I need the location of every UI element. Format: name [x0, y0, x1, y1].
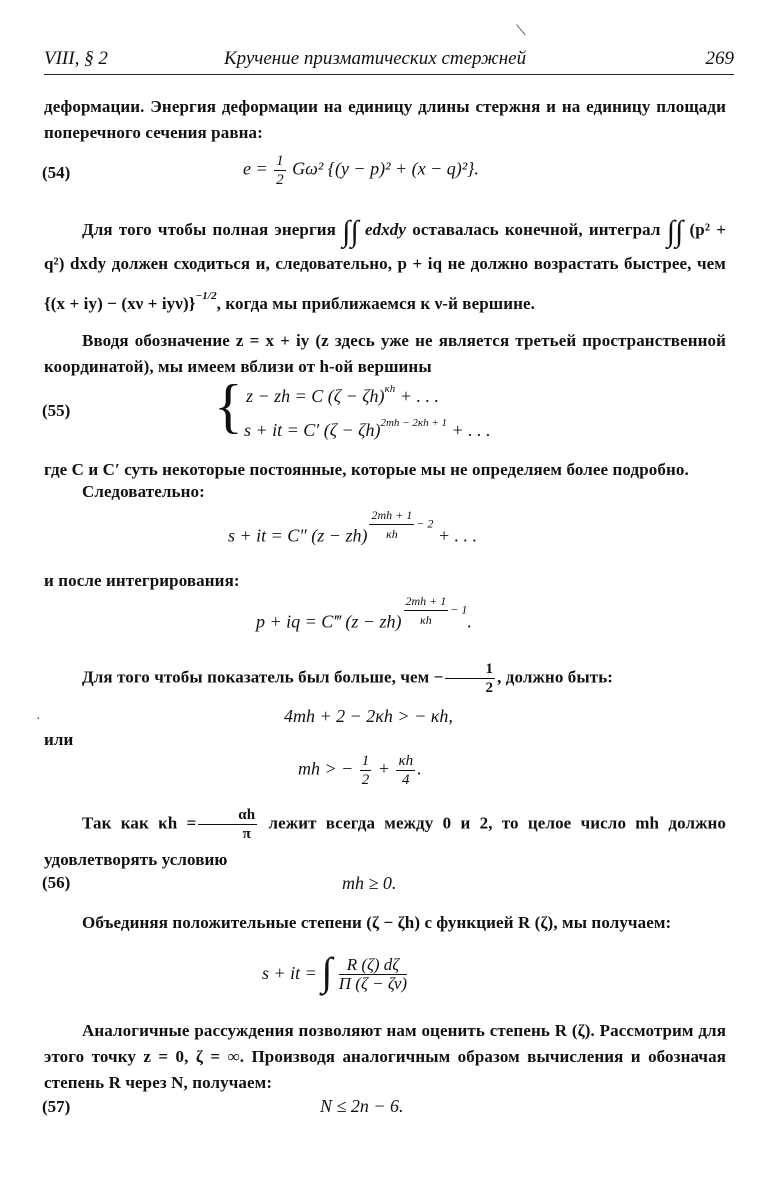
paragraph-3: Вводя обозначение z = x + iy (z здесь уже не является третьей пространственной координатой), мы имеем вблизи от h-ой вершины	[44, 331, 726, 376]
integral-icon: ∫	[321, 949, 333, 994]
p2-text-c: оставалась конечной, интеграл	[412, 220, 661, 239]
eq55-l2-tail: + . . .	[451, 420, 491, 440]
print-mark-dot: ·	[36, 712, 41, 727]
p2-integrand-2: (p² + q²) dxdy	[44, 220, 726, 273]
left-brace-icon: {	[214, 373, 243, 439]
eq55-l1: z − zh = C (ζ − ζh)	[246, 386, 385, 406]
paragraph-9	[44, 806, 726, 877]
double-integral-icon: ∫∫	[342, 215, 359, 248]
paragraph-10: Объединяя положительные степени (ζ − ζh) с функцией R (ζ), мы получаем:	[82, 913, 672, 932]
equation-p-iq	[256, 592, 472, 632]
int-num: R (ζ) dζ	[339, 956, 407, 975]
p9-text-a: Так как κh =	[82, 813, 197, 833]
p2-text-e: должен сходиться и, следовательно, p + iq не должно возрастать быстрее, чем {(x + iy) − (xν + iyν)}	[44, 254, 726, 313]
chapter-ref: VIII, § 2	[44, 48, 108, 69]
ineq2-plus: +	[377, 758, 390, 779]
p2-text-f: , когда мы приближаемся к ν-й вершине.	[216, 294, 536, 313]
paragraph-6: и после интегрирования:	[44, 571, 240, 590]
print-mark: ⟍	[516, 24, 526, 39]
p2-exponent: −1/2	[195, 290, 217, 302]
p2-text-a: Для того чтобы полная энергия	[82, 220, 336, 239]
p7-num: 1	[445, 660, 495, 679]
integral-fraction	[339, 956, 407, 993]
equation-number-56: (56)	[42, 873, 71, 892]
eq-p-exp-num: 2mh + 1	[404, 592, 449, 611]
eq-p-exp-tail: − 1	[450, 602, 468, 617]
page-number: 269	[705, 48, 734, 69]
equation-56: mh ≥ 0.	[342, 873, 397, 893]
ineq2-d1: 2	[361, 772, 370, 788]
eq55-l1-tail: + . . .	[399, 386, 439, 406]
eq55-l1-exp: κh	[384, 383, 396, 395]
equation-number-55: (55)	[42, 401, 71, 420]
eq-s-lhs: s + it = C″ (z − zh)	[228, 525, 368, 546]
running-header	[44, 46, 734, 74]
eq-p-tail: .	[467, 611, 472, 632]
ineq2-n1: 1	[361, 753, 370, 769]
p9-fraction	[198, 806, 257, 843]
eq-s-exp-tail: − 2	[416, 516, 434, 531]
p7-text-a: Для того чтобы показатель был больше, чем −	[82, 667, 444, 687]
ineq2-tail: .	[417, 758, 422, 779]
equation-54-lhs: e =	[243, 158, 268, 179]
int-den: Π (ζ − ζν)	[338, 974, 408, 994]
eq-p-lhs: p + iq = C‴ (z − zh)	[256, 611, 402, 632]
p9-num: αh	[198, 806, 257, 825]
eq-s-tail: + . . .	[437, 525, 477, 546]
paragraph-8: или	[44, 730, 74, 749]
eq-s-exp-den: κh	[385, 527, 398, 541]
paragraph-2	[44, 214, 726, 320]
equation-54	[243, 152, 479, 189]
paragraph-5: Следовательно:	[82, 482, 205, 501]
equation-integral	[262, 948, 409, 995]
eq-p-exponent	[402, 592, 468, 629]
header-rule	[44, 74, 734, 75]
ineq2-d2: 4	[402, 772, 410, 788]
inequality-2	[298, 752, 422, 789]
eq-s-exp-num: 2mh + 1	[369, 506, 414, 525]
p9-den: π	[242, 826, 251, 842]
ineq2-fraction-2	[396, 752, 415, 789]
equation-number-57: (57)	[42, 1097, 71, 1116]
eq55-l2: s + it = C′ (ζ − ζh)	[244, 420, 381, 440]
equation-55-line-2	[244, 417, 491, 441]
running-title: Кручение призматических стержней	[224, 48, 527, 69]
p7-den: 2	[485, 680, 494, 696]
equation-54-rhs: Gω² {(y − p)² + (x − q)²}.	[292, 158, 479, 179]
ineq2-fraction-1	[360, 752, 372, 789]
p2-integrand: edxdy	[364, 220, 407, 239]
p7-text-b: , должно быть:	[497, 667, 614, 687]
paragraph-7	[44, 660, 726, 697]
eq-s-exponent	[367, 506, 433, 543]
equation-number-54: (54)	[42, 163, 71, 182]
eq55-l2-exp: 2mh − 2κh + 1	[380, 417, 448, 429]
half-fraction: $\frac{1}{2}$	[276, 153, 284, 188]
equation-55-line-1	[246, 383, 439, 407]
p7-fraction	[445, 660, 495, 697]
paragraph-11: Аналогичные рассуждения позволяют нам оценить степень R (ζ). Рассмотрим для этого точку z = 0, ζ = ∞. Производя аналогичным образом вычисления и обозначая степень R через N, получаем:	[44, 1021, 726, 1092]
int-lhs: s + it =	[262, 963, 317, 983]
equation-57: N ≤ 2n − 6.	[320, 1096, 404, 1116]
double-integral-icon-2: ∫∫	[666, 215, 684, 248]
paragraph-4: где C и C′ суть некоторые постоянные, которые мы не определяем более подробно.	[44, 460, 689, 479]
p9-text-b: лежит всегда между 0 и 2, то целое число mh должно удовлетворять условию	[44, 813, 727, 869]
paragraph-1: деформации. Энергия деформации на единицу длины стержня и на единицу площади поперечного сечения равна:	[44, 97, 726, 142]
equation-s-it	[228, 506, 477, 546]
ineq2-lhs: mh > −	[298, 758, 354, 779]
ineq2-n2: κh	[398, 753, 414, 769]
eq-p-exp-den: κh	[420, 613, 432, 627]
inequality-1: 4mh + 2 − 2κh > − κh,	[284, 706, 453, 726]
